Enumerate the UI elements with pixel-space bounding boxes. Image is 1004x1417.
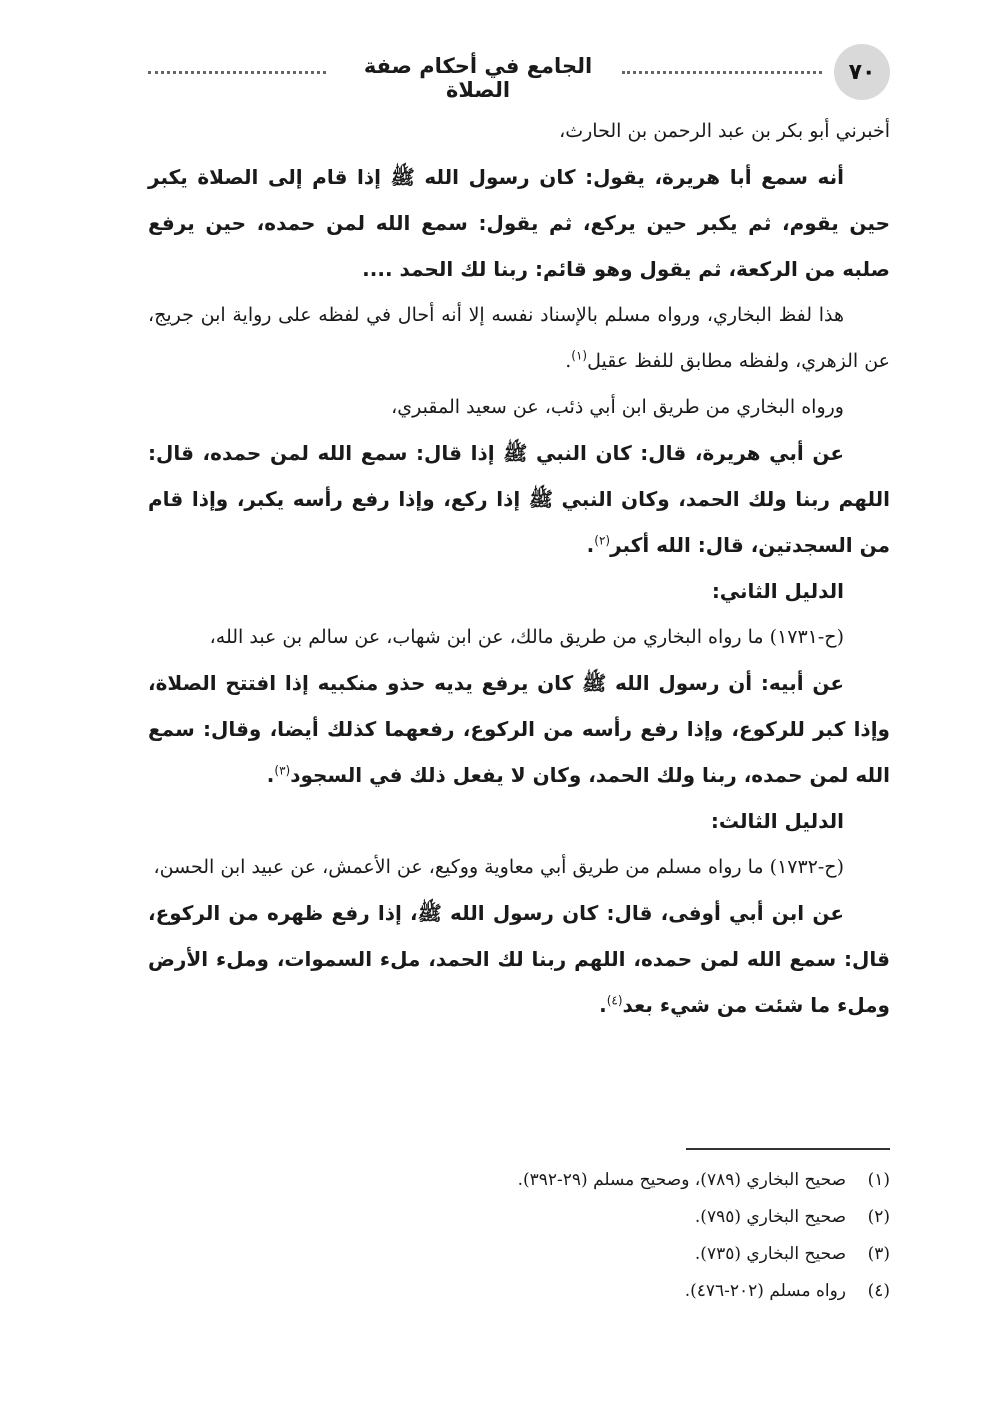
paragraph-text: ورواه البخاري من طريق ابن أبي ذئب، عن سعيد المقبري، — [391, 396, 844, 418]
paragraph-text: الدليل الثالث: — [710, 809, 844, 833]
paragraph — [148, 890, 890, 1028]
paragraph-text: أخبرني أبو بكر بن عبد الرحمن بن الحارث، — [559, 120, 890, 142]
paragraph-text: عن أبي هريرة، قال: كان النبي ﷺ إذا قال: سمع الله لمن حمده، قال: اللهم ربنا ولك الحمد، وكان النبي ﷺ إذا ركع، وإذا رفع رأسه يكبر، وإذا قام من السجدتين، قال: الله أكبر — [148, 441, 890, 557]
footnote-marker[interactable]: (٤) — [606, 993, 623, 1008]
paragraph — [148, 614, 890, 660]
paragraph — [148, 108, 890, 154]
paragraph-text: هذا لفظ البخاري، ورواه مسلم بالإسناد نفسه إلا أنه أحال في لفظه على رواية ابن جريج، عن الزهري، ولفظه مطابق للفظ عقيل — [148, 304, 890, 372]
paragraph — [148, 154, 890, 292]
paragraph-text: عن ابن أبي أوفى، قال: كان رسول الله ﷺ، إذا رفع ظهره من الركوع، قال: سمع الله لمن حمده، اللهم ربنا لك الحمد، ملء السموات، وملء الأرض وملء ما شئت من شيء بعد — [148, 901, 890, 1017]
footnote-number: (٢) — [867, 1207, 890, 1227]
footnote — [148, 1236, 890, 1273]
section-heading — [148, 568, 890, 614]
header-leader-left — [148, 71, 326, 74]
section-heading — [148, 798, 890, 844]
footnote-marker[interactable]: (٣) — [274, 763, 291, 778]
paragraph — [148, 660, 890, 798]
book-title: الجامع في أحكام صفة الصلاة — [363, 54, 593, 102]
footnote-text: رواه مسلم (٢٠٢-٤٧٦). — [684, 1281, 846, 1301]
paragraph — [148, 292, 890, 384]
paragraph-text: أنه سمع أبا هريرة، يقول: كان رسول الله ﷺ إذا قام إلى الصلاة يكبر حين يقوم، ثم يكبر حين يركع، ثم يقول: سمع الله لمن حمده، حين يرفع صلبه من الركعة، ثم يقول وهو قائم: ربنا لك الحمد .... — [148, 165, 890, 281]
footnote-number: (٤) — [867, 1281, 890, 1301]
footnote-text: صحيح البخاري (٧٩٥). — [694, 1207, 846, 1227]
footnote-text: صحيح البخاري (٧٨٩)، وصحيح مسلم (٢٩-٣٩٢). — [517, 1170, 846, 1190]
paragraph — [148, 430, 890, 568]
footnote — [148, 1199, 890, 1236]
page-number: ٧٠ — [834, 44, 890, 100]
footnote-number: (٣) — [867, 1244, 890, 1264]
main-text — [148, 108, 890, 1028]
footnote-marker[interactable]: (٢) — [594, 533, 611, 548]
paragraph-text: عن أبيه: أن رسول الله ﷺ كان يرفع يديه حذو منكبيه إذا افتتح الصلاة، وإذا كبر للركوع، وإذا رفع رأسه من الركوع، رفعهما كذلك أيضا، وقال: سمع الله لمن حمده، ربنا ولك الحمد، وكان لا يفعل ذلك في السجود — [148, 671, 890, 787]
footnote — [148, 1273, 890, 1310]
paragraph-end-punctuation: . — [599, 993, 607, 1017]
footnote-number: (١) — [867, 1170, 890, 1190]
footnote-marker[interactable]: (١) — [571, 348, 588, 363]
paragraph-end-punctuation: . — [565, 350, 572, 372]
paragraph-text: الدليل الثاني: — [711, 579, 844, 603]
running-header — [148, 44, 890, 100]
paragraph — [148, 844, 890, 890]
paragraph-text: (ح-١٧٣١) ما رواه البخاري من طريق مالك، عن ابن شهاب، عن سالم بن عبد الله، — [209, 626, 844, 648]
footnote-text: صحيح البخاري (٧٣٥). — [694, 1244, 846, 1264]
header-leader-right — [622, 71, 822, 74]
footnote — [148, 1162, 890, 1199]
paragraph-end-punctuation: . — [586, 533, 595, 557]
paragraph-end-punctuation: . — [266, 763, 275, 787]
footnote-separator — [686, 1148, 890, 1150]
paragraph — [148, 384, 890, 430]
footnotes — [148, 1162, 890, 1310]
paragraph-text: (ح-١٧٣٢) ما رواه مسلم من طريق أبي معاوية ووكيع، عن الأعمش، عن عبيد ابن الحسن، — [153, 856, 844, 878]
